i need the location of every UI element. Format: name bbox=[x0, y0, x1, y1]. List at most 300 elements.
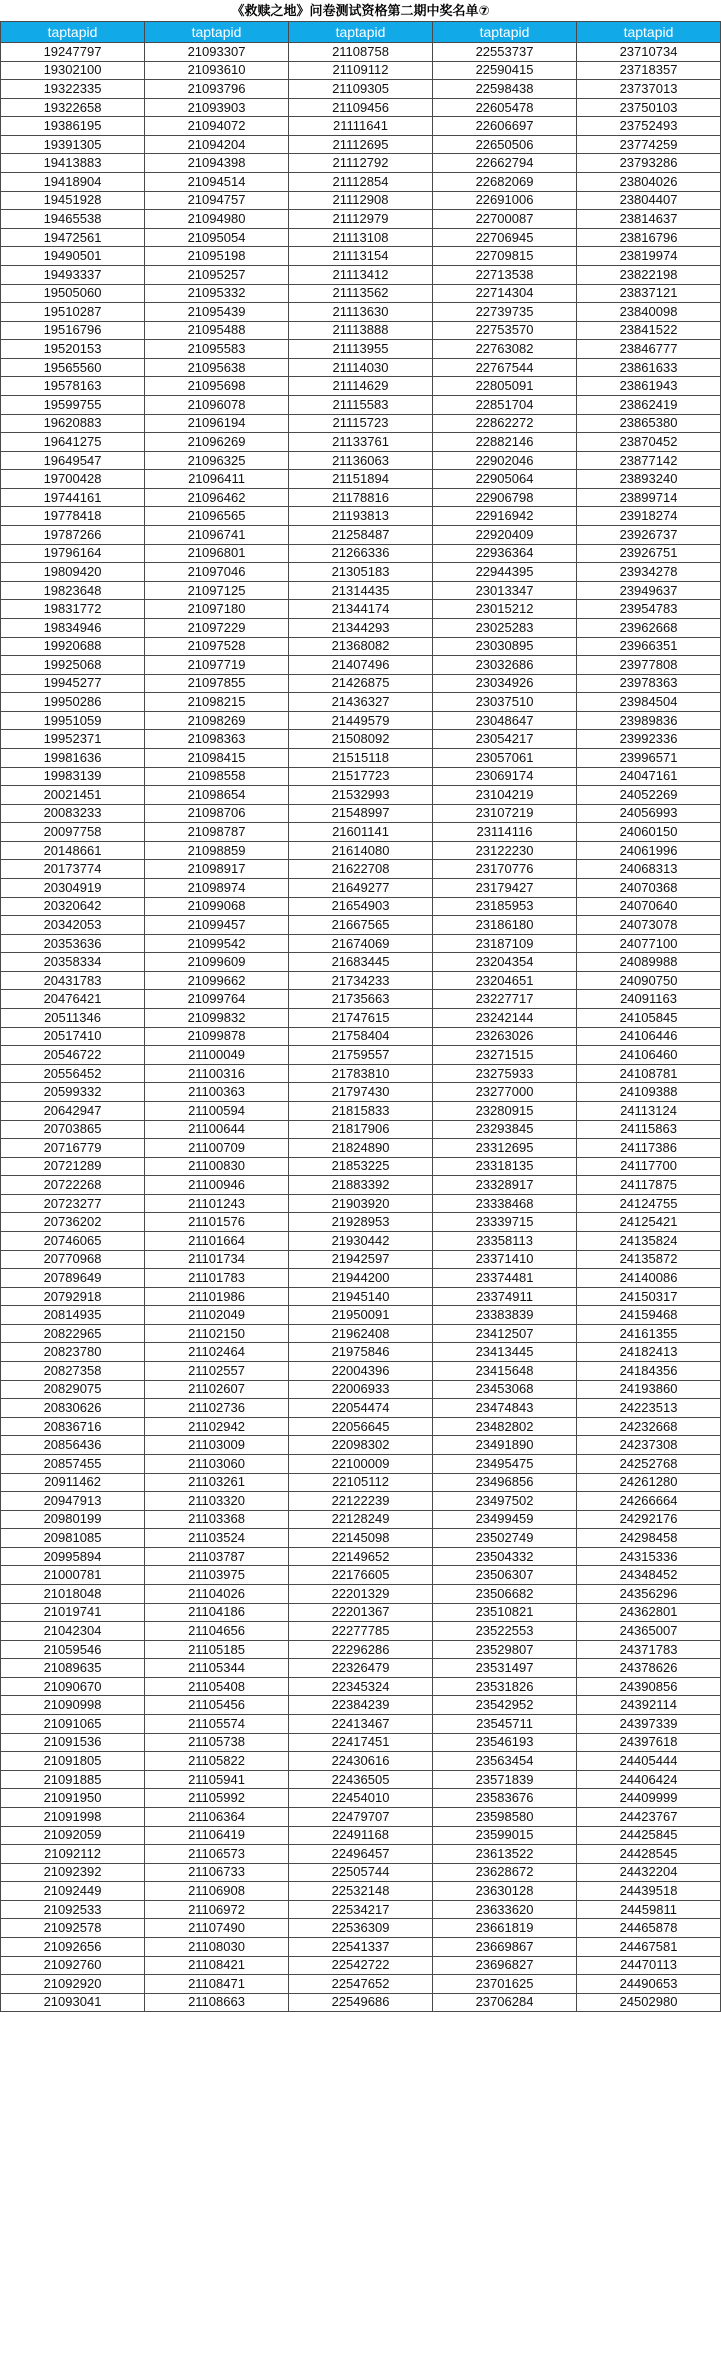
id-cell: 24490653 bbox=[577, 1975, 721, 1994]
id-cell: 21105941 bbox=[145, 1770, 289, 1789]
id-cell: 22122239 bbox=[289, 1492, 433, 1511]
id-cell: 19700428 bbox=[1, 470, 145, 489]
id-cell: 20823780 bbox=[1, 1343, 145, 1362]
id-cell: 21091950 bbox=[1, 1789, 145, 1808]
id-cell: 23114116 bbox=[433, 823, 577, 842]
id-cell: 21098363 bbox=[145, 730, 289, 749]
id-cell: 21094398 bbox=[145, 154, 289, 173]
table-row bbox=[1, 1436, 721, 1455]
table-row bbox=[1, 358, 721, 377]
id-cell: 19920688 bbox=[1, 637, 145, 656]
table-row bbox=[1, 526, 721, 545]
id-cell: 21099068 bbox=[145, 897, 289, 916]
id-cell: 21113955 bbox=[289, 340, 433, 359]
id-cell: 23613522 bbox=[433, 1845, 577, 1864]
id-cell: 21101783 bbox=[145, 1269, 289, 1288]
id-cell: 21092059 bbox=[1, 1826, 145, 1845]
id-cell: 24405444 bbox=[577, 1752, 721, 1771]
table-row bbox=[1, 210, 721, 229]
id-cell: 21108030 bbox=[145, 1937, 289, 1956]
id-cell: 23542952 bbox=[433, 1696, 577, 1715]
id-cell: 20770968 bbox=[1, 1250, 145, 1269]
id-cell: 24077100 bbox=[577, 934, 721, 953]
id-cell: 24362801 bbox=[577, 1603, 721, 1622]
id-cell: 24397618 bbox=[577, 1733, 721, 1752]
table-row bbox=[1, 1417, 721, 1436]
id-cell: 19322658 bbox=[1, 98, 145, 117]
table-row bbox=[1, 860, 721, 879]
id-cell: 21747615 bbox=[289, 1009, 433, 1028]
id-cell: 24135872 bbox=[577, 1250, 721, 1269]
table-row bbox=[1, 1826, 721, 1845]
id-cell: 22691006 bbox=[433, 191, 577, 210]
id-cell: 21106419 bbox=[145, 1826, 289, 1845]
table-row bbox=[1, 823, 721, 842]
id-cell: 23989836 bbox=[577, 711, 721, 730]
id-cell: 21758404 bbox=[289, 1027, 433, 1046]
id-cell: 24397339 bbox=[577, 1715, 721, 1734]
id-cell: 22547652 bbox=[289, 1975, 433, 1994]
table-row bbox=[1, 1547, 721, 1566]
id-cell: 20981085 bbox=[1, 1529, 145, 1548]
id-cell: 22598438 bbox=[433, 80, 577, 99]
id-cell: 21100946 bbox=[145, 1176, 289, 1195]
id-cell: 20721289 bbox=[1, 1157, 145, 1176]
id-cell: 23482802 bbox=[433, 1417, 577, 1436]
id-cell: 22549686 bbox=[289, 1993, 433, 2012]
id-cell: 23899714 bbox=[577, 488, 721, 507]
table-row bbox=[1, 1324, 721, 1343]
id-cell: 23497502 bbox=[433, 1492, 577, 1511]
id-cell: 23522553 bbox=[433, 1622, 577, 1641]
id-cell: 23737013 bbox=[577, 80, 721, 99]
id-cell: 22920409 bbox=[433, 526, 577, 545]
id-cell: 21817906 bbox=[289, 1120, 433, 1139]
id-cell: 24261280 bbox=[577, 1473, 721, 1492]
id-cell: 21942597 bbox=[289, 1250, 433, 1269]
id-cell: 24117386 bbox=[577, 1139, 721, 1158]
id-cell: 21097528 bbox=[145, 637, 289, 656]
id-cell: 20836716 bbox=[1, 1417, 145, 1436]
id-cell: 22413467 bbox=[289, 1715, 433, 1734]
id-cell: 22054474 bbox=[289, 1399, 433, 1418]
id-cell: 21093041 bbox=[1, 1993, 145, 2012]
table-row bbox=[1, 1362, 721, 1381]
id-cell: 21097125 bbox=[145, 581, 289, 600]
id-cell: 21193813 bbox=[289, 507, 433, 526]
table-row bbox=[1, 1213, 721, 1232]
id-cell: 23774259 bbox=[577, 135, 721, 154]
id-cell: 22149652 bbox=[289, 1547, 433, 1566]
id-cell: 19391305 bbox=[1, 135, 145, 154]
id-cell: 19983139 bbox=[1, 767, 145, 786]
id-cell: 22763082 bbox=[433, 340, 577, 359]
id-cell: 22505744 bbox=[289, 1863, 433, 1882]
id-cell: 23814637 bbox=[577, 210, 721, 229]
id-cell: 21101734 bbox=[145, 1250, 289, 1269]
id-cell: 21797430 bbox=[289, 1083, 433, 1102]
id-cell: 23277000 bbox=[433, 1083, 577, 1102]
id-cell: 23893240 bbox=[577, 470, 721, 489]
id-cell: 22496457 bbox=[289, 1845, 433, 1864]
id-cell: 22605478 bbox=[433, 98, 577, 117]
table-row bbox=[1, 1529, 721, 1548]
id-cell: 23966351 bbox=[577, 637, 721, 656]
id-cell: 24298458 bbox=[577, 1529, 721, 1548]
column-header: taptapid bbox=[577, 22, 721, 43]
id-cell: 21266336 bbox=[289, 544, 433, 563]
table-row bbox=[1, 173, 721, 192]
id-cell: 19599755 bbox=[1, 395, 145, 414]
table-row bbox=[1, 711, 721, 730]
id-cell: 24161355 bbox=[577, 1324, 721, 1343]
id-cell: 21100709 bbox=[145, 1139, 289, 1158]
id-cell: 20556452 bbox=[1, 1064, 145, 1083]
id-cell: 24056993 bbox=[577, 804, 721, 823]
id-cell: 21515118 bbox=[289, 748, 433, 767]
table-row bbox=[1, 265, 721, 284]
id-cell: 23504332 bbox=[433, 1547, 577, 1566]
id-cell: 19302100 bbox=[1, 61, 145, 80]
id-cell: 22753570 bbox=[433, 321, 577, 340]
id-cell: 22650506 bbox=[433, 135, 577, 154]
id-cell: 23865380 bbox=[577, 414, 721, 433]
id-cell: 22532148 bbox=[289, 1882, 433, 1901]
id-cell: 21095054 bbox=[145, 228, 289, 247]
id-cell: 21096565 bbox=[145, 507, 289, 526]
id-cell: 21112854 bbox=[289, 173, 433, 192]
id-cell: 19823648 bbox=[1, 581, 145, 600]
id-cell: 24502980 bbox=[577, 1993, 721, 2012]
id-cell: 23837121 bbox=[577, 284, 721, 303]
table-row bbox=[1, 1622, 721, 1641]
id-cell: 21095198 bbox=[145, 247, 289, 266]
id-cell: 21106972 bbox=[145, 1900, 289, 1919]
table-row bbox=[1, 61, 721, 80]
id-cell: 23926751 bbox=[577, 544, 721, 563]
id-cell: 22541337 bbox=[289, 1937, 433, 1956]
id-cell: 20716779 bbox=[1, 1139, 145, 1158]
table-row bbox=[1, 600, 721, 619]
id-cell: 21100644 bbox=[145, 1120, 289, 1139]
table-row bbox=[1, 841, 721, 860]
id-cell: 22436505 bbox=[289, 1770, 433, 1789]
id-cell: 24140086 bbox=[577, 1269, 721, 1288]
table-row bbox=[1, 117, 721, 136]
id-cell: 21112979 bbox=[289, 210, 433, 229]
id-cell: 23338468 bbox=[433, 1194, 577, 1213]
id-cell: 21093610 bbox=[145, 61, 289, 80]
id-cell: 23275933 bbox=[433, 1064, 577, 1083]
id-cell: 23293845 bbox=[433, 1120, 577, 1139]
table-row bbox=[1, 730, 721, 749]
id-cell: 21683445 bbox=[289, 953, 433, 972]
id-cell: 23032686 bbox=[433, 656, 577, 675]
id-cell: 22201329 bbox=[289, 1584, 433, 1603]
id-cell: 21815833 bbox=[289, 1101, 433, 1120]
id-cell: 24425845 bbox=[577, 1826, 721, 1845]
table-row bbox=[1, 656, 721, 675]
id-cell: 23531826 bbox=[433, 1677, 577, 1696]
table-row bbox=[1, 1287, 721, 1306]
id-cell: 20829075 bbox=[1, 1380, 145, 1399]
id-cell: 19322335 bbox=[1, 80, 145, 99]
id-cell: 21517723 bbox=[289, 767, 433, 786]
id-cell: 21099832 bbox=[145, 1009, 289, 1028]
table-row bbox=[1, 321, 721, 340]
table-row bbox=[1, 1139, 721, 1158]
id-cell: 20856436 bbox=[1, 1436, 145, 1455]
id-cell: 21096801 bbox=[145, 544, 289, 563]
id-cell: 23491890 bbox=[433, 1436, 577, 1455]
id-cell: 20830626 bbox=[1, 1399, 145, 1418]
id-cell: 21109112 bbox=[289, 61, 433, 80]
id-cell: 23186180 bbox=[433, 916, 577, 935]
table-row bbox=[1, 98, 721, 117]
id-cell: 21622708 bbox=[289, 860, 433, 879]
id-cell: 21092920 bbox=[1, 1975, 145, 1994]
table-row bbox=[1, 507, 721, 526]
table-row bbox=[1, 897, 721, 916]
id-cell: 21105344 bbox=[145, 1659, 289, 1678]
table-row bbox=[1, 916, 721, 935]
id-cell: 20517410 bbox=[1, 1027, 145, 1046]
id-cell: 21098269 bbox=[145, 711, 289, 730]
id-cell: 19472561 bbox=[1, 228, 145, 247]
id-cell: 23819974 bbox=[577, 247, 721, 266]
id-cell: 21114629 bbox=[289, 377, 433, 396]
id-cell: 23706284 bbox=[433, 1993, 577, 2012]
id-cell: 24439518 bbox=[577, 1882, 721, 1901]
id-cell: 21108663 bbox=[145, 1993, 289, 2012]
column-header: taptapid bbox=[289, 22, 433, 43]
id-cell: 21042304 bbox=[1, 1622, 145, 1641]
id-cell: 22201367 bbox=[289, 1603, 433, 1622]
id-cell: 21105408 bbox=[145, 1677, 289, 1696]
table-row bbox=[1, 1454, 721, 1473]
id-cell: 19490501 bbox=[1, 247, 145, 266]
id-cell: 21103787 bbox=[145, 1547, 289, 1566]
id-cell: 24459811 bbox=[577, 1900, 721, 1919]
id-cell: 24266664 bbox=[577, 1492, 721, 1511]
id-cell: 21092392 bbox=[1, 1863, 145, 1882]
table-row bbox=[1, 581, 721, 600]
id-cell: 23954783 bbox=[577, 600, 721, 619]
table-row bbox=[1, 1306, 721, 1325]
id-cell: 21098974 bbox=[145, 879, 289, 898]
id-cell: 24109388 bbox=[577, 1083, 721, 1102]
id-cell: 21103009 bbox=[145, 1436, 289, 1455]
id-cell: 21089635 bbox=[1, 1659, 145, 1678]
id-cell: 21092760 bbox=[1, 1956, 145, 1975]
id-cell: 24117700 bbox=[577, 1157, 721, 1176]
id-cell: 21344174 bbox=[289, 600, 433, 619]
id-cell: 21093903 bbox=[145, 98, 289, 117]
id-cell: 22709815 bbox=[433, 247, 577, 266]
id-cell: 21508092 bbox=[289, 730, 433, 749]
id-cell: 23185953 bbox=[433, 897, 577, 916]
id-cell: 21106733 bbox=[145, 1863, 289, 1882]
table-row bbox=[1, 80, 721, 99]
id-cell: 21096269 bbox=[145, 433, 289, 452]
table-row bbox=[1, 433, 721, 452]
table-row bbox=[1, 451, 721, 470]
id-cell: 23122230 bbox=[433, 841, 577, 860]
id-cell: 23984504 bbox=[577, 693, 721, 712]
id-cell: 21100049 bbox=[145, 1046, 289, 1065]
table-row bbox=[1, 1882, 721, 1901]
id-cell: 21092449 bbox=[1, 1882, 145, 1901]
id-cell: 21102150 bbox=[145, 1324, 289, 1343]
id-cell: 20746065 bbox=[1, 1232, 145, 1251]
table-row bbox=[1, 971, 721, 990]
id-cell: 19649547 bbox=[1, 451, 145, 470]
table-row bbox=[1, 154, 721, 173]
id-cell: 21095257 bbox=[145, 265, 289, 284]
id-cell: 23453068 bbox=[433, 1380, 577, 1399]
id-cell: 24348452 bbox=[577, 1566, 721, 1585]
id-cell: 24089988 bbox=[577, 953, 721, 972]
id-cell: 21734233 bbox=[289, 971, 433, 990]
id-cell: 23502749 bbox=[433, 1529, 577, 1548]
id-cell: 23510821 bbox=[433, 1603, 577, 1622]
table-row bbox=[1, 1194, 721, 1213]
table-row bbox=[1, 1845, 721, 1864]
id-cell: 21100830 bbox=[145, 1157, 289, 1176]
id-cell: 23563454 bbox=[433, 1752, 577, 1771]
id-cell: 23104219 bbox=[433, 786, 577, 805]
table-row bbox=[1, 1696, 721, 1715]
id-cell: 24392114 bbox=[577, 1696, 721, 1715]
id-cell: 22296286 bbox=[289, 1640, 433, 1659]
id-cell: 20827358 bbox=[1, 1362, 145, 1381]
id-cell: 21019741 bbox=[1, 1603, 145, 1622]
id-cell: 20980199 bbox=[1, 1510, 145, 1529]
id-cell: 22906798 bbox=[433, 488, 577, 507]
id-cell: 23069174 bbox=[433, 767, 577, 786]
id-cell: 19386195 bbox=[1, 117, 145, 136]
table-row bbox=[1, 1640, 721, 1659]
id-cell: 21098415 bbox=[145, 748, 289, 767]
id-cell: 20642947 bbox=[1, 1101, 145, 1120]
id-cell: 21104186 bbox=[145, 1603, 289, 1622]
table-row bbox=[1, 1157, 721, 1176]
table-row bbox=[1, 1863, 721, 1882]
id-cell: 19493337 bbox=[1, 265, 145, 284]
id-cell: 24117875 bbox=[577, 1176, 721, 1195]
id-cell: 24061996 bbox=[577, 841, 721, 860]
id-cell: 22098302 bbox=[289, 1436, 433, 1455]
id-cell: 22417451 bbox=[289, 1733, 433, 1752]
id-cell: 21113888 bbox=[289, 321, 433, 340]
id-cell: 21944200 bbox=[289, 1269, 433, 1288]
id-cell: 19413883 bbox=[1, 154, 145, 173]
table-row bbox=[1, 1956, 721, 1975]
id-cell: 21099662 bbox=[145, 971, 289, 990]
id-cell: 21928953 bbox=[289, 1213, 433, 1232]
id-cell: 21102049 bbox=[145, 1306, 289, 1325]
id-cell: 22384239 bbox=[289, 1696, 433, 1715]
id-cell: 21101664 bbox=[145, 1232, 289, 1251]
id-cell: 21095698 bbox=[145, 377, 289, 396]
id-cell: 22534217 bbox=[289, 1900, 433, 1919]
id-cell: 23822198 bbox=[577, 265, 721, 284]
id-cell: 23628672 bbox=[433, 1863, 577, 1882]
id-cell: 21975846 bbox=[289, 1343, 433, 1362]
id-cell: 23227717 bbox=[433, 990, 577, 1009]
table-row bbox=[1, 395, 721, 414]
table-row bbox=[1, 674, 721, 693]
id-cell: 19952371 bbox=[1, 730, 145, 749]
table-row bbox=[1, 748, 721, 767]
table-row bbox=[1, 1492, 721, 1511]
id-cell: 22345324 bbox=[289, 1677, 433, 1696]
id-cell: 24091163 bbox=[577, 990, 721, 1009]
table-row bbox=[1, 43, 721, 62]
id-cell: 22767544 bbox=[433, 358, 577, 377]
table-row bbox=[1, 767, 721, 786]
id-cell: 19510287 bbox=[1, 303, 145, 322]
id-cell: 23204651 bbox=[433, 971, 577, 990]
table-row bbox=[1, 1473, 721, 1492]
id-cell: 22277785 bbox=[289, 1622, 433, 1641]
id-cell: 22700087 bbox=[433, 210, 577, 229]
id-cell: 23696827 bbox=[433, 1956, 577, 1975]
id-cell: 23025283 bbox=[433, 618, 577, 637]
id-cell: 20511346 bbox=[1, 1009, 145, 1028]
id-cell: 24371783 bbox=[577, 1640, 721, 1659]
id-cell: 21133761 bbox=[289, 433, 433, 452]
id-cell: 23374481 bbox=[433, 1269, 577, 1288]
id-cell: 23701625 bbox=[433, 1975, 577, 1994]
id-cell: 23280915 bbox=[433, 1101, 577, 1120]
id-cell: 23187109 bbox=[433, 934, 577, 953]
id-cell: 21094204 bbox=[145, 135, 289, 154]
id-cell: 24125421 bbox=[577, 1213, 721, 1232]
id-cell: 21090670 bbox=[1, 1677, 145, 1696]
id-cell: 20148661 bbox=[1, 841, 145, 860]
id-cell: 23506682 bbox=[433, 1584, 577, 1603]
table-row bbox=[1, 414, 721, 433]
winners-table bbox=[0, 21, 721, 2012]
id-cell: 24115863 bbox=[577, 1120, 721, 1139]
id-cell: 21096411 bbox=[145, 470, 289, 489]
column-header: taptapid bbox=[433, 22, 577, 43]
id-cell: 23358113 bbox=[433, 1232, 577, 1251]
id-cell: 21314435 bbox=[289, 581, 433, 600]
table-row bbox=[1, 1603, 721, 1622]
page-title: 《救赎之地》问卷测试资格第二期中奖名单⑦ bbox=[231, 4, 490, 19]
id-cell: 19951059 bbox=[1, 711, 145, 730]
id-cell: 21106364 bbox=[145, 1807, 289, 1826]
id-cell: 21092656 bbox=[1, 1937, 145, 1956]
id-cell: 21667565 bbox=[289, 916, 433, 935]
id-cell: 23862419 bbox=[577, 395, 721, 414]
id-cell: 22491168 bbox=[289, 1826, 433, 1845]
id-cell: 22706945 bbox=[433, 228, 577, 247]
id-cell: 24150317 bbox=[577, 1287, 721, 1306]
id-cell: 24223513 bbox=[577, 1399, 721, 1418]
table-row bbox=[1, 377, 721, 396]
id-cell: 23977808 bbox=[577, 656, 721, 675]
id-cell: 22739735 bbox=[433, 303, 577, 322]
table-row bbox=[1, 1770, 721, 1789]
table-row bbox=[1, 990, 721, 1009]
id-cell: 22902046 bbox=[433, 451, 577, 470]
table-row bbox=[1, 1120, 721, 1139]
id-cell: 21407496 bbox=[289, 656, 433, 675]
id-cell: 21099542 bbox=[145, 934, 289, 953]
